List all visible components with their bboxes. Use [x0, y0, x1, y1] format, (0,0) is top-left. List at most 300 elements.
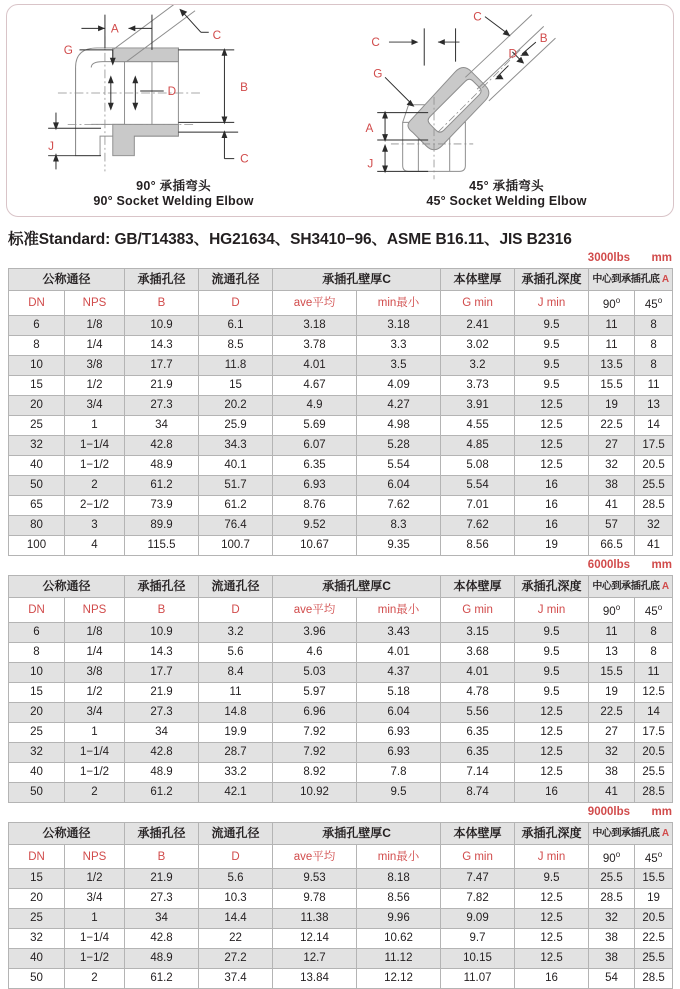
col-group-header-1: 承插孔径: [125, 575, 199, 597]
cell-ave: 3.96: [273, 622, 357, 642]
label-C-90-top: C: [212, 29, 222, 43]
col-group-header-4: 本体壁厚: [441, 575, 515, 597]
cell-gmin: 9.7: [441, 929, 515, 949]
cell-jmin: 12.5: [515, 929, 589, 949]
label-C-45-top: C: [473, 10, 482, 24]
cell-nps: 4: [65, 535, 125, 555]
cell-ave: 6.96: [273, 702, 357, 722]
cell-45: 8: [635, 335, 673, 355]
cell-ave: 4.01: [273, 355, 357, 375]
table-row: [9, 742, 673, 762]
elbow-90-drawing: [7, 5, 340, 181]
cell-jmin: 12.5: [515, 909, 589, 929]
cell-b: 115.5: [125, 535, 199, 555]
cell-ave: 3.18: [273, 315, 357, 335]
spec-table-3000lbs: [8, 268, 673, 556]
cell-min: 9.5: [357, 782, 441, 802]
cell-gmin: 6.35: [441, 722, 515, 742]
cell-dn: 50: [9, 969, 65, 989]
cell-ave: 12.7: [273, 949, 357, 969]
cell-gmin: 4.78: [441, 682, 515, 702]
cell-dn: 25: [9, 909, 65, 929]
cell-ave: 10.67: [273, 535, 357, 555]
cell-d: 19.9: [199, 722, 273, 742]
cell-min: 3.18: [357, 315, 441, 335]
col-group-header-2: 流通孔径: [199, 822, 273, 844]
cell-90: 32: [589, 455, 635, 475]
cell-dn: 40: [9, 455, 65, 475]
table-row: [9, 315, 673, 335]
cell-nps: 1/2: [65, 682, 125, 702]
cell-45: 8: [635, 622, 673, 642]
table-row: [9, 682, 673, 702]
elbow-45-drawing: [340, 5, 673, 181]
cell-90: 11: [589, 315, 635, 335]
cell-b: 48.9: [125, 949, 199, 969]
cell-d: 27.2: [199, 949, 273, 969]
caption-45-chinese: 45° 承插弯头: [469, 178, 544, 193]
col-header-45: 45$^o$: [635, 597, 673, 622]
spec-table-block-3000lbs: [0, 252, 680, 556]
cell-b: 89.9: [125, 515, 199, 535]
table-row: [9, 722, 673, 742]
cell-dn: 20: [9, 889, 65, 909]
cell-45: 25.5: [635, 949, 673, 969]
cell-dn: 20: [9, 702, 65, 722]
col-group-header-5: 承插孔深度: [515, 822, 589, 844]
cell-gmin: 3.15: [441, 622, 515, 642]
cell-min: 9.35: [357, 535, 441, 555]
cell-dn: 50: [9, 475, 65, 495]
cell-b: 27.3: [125, 889, 199, 909]
cell-d: 51.7: [199, 475, 273, 495]
col-group-header-6: 中心到承插孔底 A: [589, 822, 673, 844]
col-group-header-0: 公称通径: [9, 822, 125, 844]
cell-min: 10.62: [357, 929, 441, 949]
cell-b: 48.9: [125, 762, 199, 782]
table-row: [9, 622, 673, 642]
cell-nps: 3/4: [65, 702, 125, 722]
cell-jmin: 16: [515, 475, 589, 495]
cell-gmin: 7.47: [441, 869, 515, 889]
label-B-90: B: [240, 81, 248, 95]
cell-90: 66.5: [589, 535, 635, 555]
col-header-90: 90$^o$: [589, 291, 635, 316]
cell-jmin: 19: [515, 535, 589, 555]
cell-b: 48.9: [125, 455, 199, 475]
cell-gmin: 7.62: [441, 515, 515, 535]
cell-ave: 4.67: [273, 375, 357, 395]
cell-min: 7.8: [357, 762, 441, 782]
cell-jmin: 12.5: [515, 415, 589, 435]
caption-45-elbow: [340, 179, 673, 210]
cell-45: 11: [635, 375, 673, 395]
cell-90: 41: [589, 782, 635, 802]
cell-90: 15.5: [589, 662, 635, 682]
cell-min: 8.56: [357, 889, 441, 909]
cell-45: 14: [635, 415, 673, 435]
label-B-45: B: [539, 32, 548, 46]
cell-ave: 12.14: [273, 929, 357, 949]
cell-90: 54: [589, 969, 635, 989]
cell-gmin: 3.2: [441, 355, 515, 375]
cell-min: 7.62: [357, 495, 441, 515]
table-header-row-symbols: [9, 844, 673, 869]
table-row: [9, 495, 673, 515]
cell-90: 13.5: [589, 355, 635, 375]
table-row: [9, 889, 673, 909]
cell-nps: 1/8: [65, 315, 125, 335]
cell-jmin: 12.5: [515, 722, 589, 742]
label-D-45: D: [508, 47, 517, 61]
cell-ave: 9.53: [273, 869, 357, 889]
cell-gmin: 9.09: [441, 909, 515, 929]
table-row: [9, 415, 673, 435]
cell-gmin: 4.55: [441, 415, 515, 435]
cell-b: 27.3: [125, 702, 199, 722]
col-header-90: 90$^o$: [589, 597, 635, 622]
cell-d: 37.4: [199, 969, 273, 989]
cell-45: 20.5: [635, 455, 673, 475]
col-header-b: B: [125, 291, 199, 316]
cell-d: 11.8: [199, 355, 273, 375]
cell-dn: 15: [9, 869, 65, 889]
table-row: [9, 909, 673, 929]
cell-90: 32: [589, 742, 635, 762]
cell-gmin: 2.41: [441, 315, 515, 335]
cell-nps: 3/4: [65, 395, 125, 415]
spec-table-block-9000lbs: [0, 806, 680, 989]
cell-b: 42.8: [125, 929, 199, 949]
col-header-45: 45$^o$: [635, 291, 673, 316]
cell-nps: 1: [65, 415, 125, 435]
table-row: [9, 969, 673, 989]
cell-dn: 40: [9, 949, 65, 969]
cell-45: 41: [635, 535, 673, 555]
cell-min: 4.37: [357, 662, 441, 682]
cell-gmin: 3.68: [441, 642, 515, 662]
cell-45: 15.5: [635, 869, 673, 889]
cell-d: 5.6: [199, 869, 273, 889]
cell-min: 4.09: [357, 375, 441, 395]
caption-90-english: 90° Socket Welding Elbow: [93, 194, 254, 209]
label-J-90: J: [48, 139, 55, 153]
table-row: [9, 335, 673, 355]
cell-dn: 80: [9, 515, 65, 535]
cell-nps: 1−1/2: [65, 455, 125, 475]
cell-gmin: 7.01: [441, 495, 515, 515]
cell-b: 34: [125, 909, 199, 929]
cell-gmin: 7.82: [441, 889, 515, 909]
table-header-row-chinese: [9, 575, 673, 597]
cell-gmin: 3.73: [441, 375, 515, 395]
cell-d: 10.3: [199, 889, 273, 909]
col-header-jmin: J min: [515, 844, 589, 869]
cell-ave: 5.97: [273, 682, 357, 702]
cell-dn: 6: [9, 315, 65, 335]
cell-nps: 2: [65, 969, 125, 989]
cell-d: 8.4: [199, 662, 273, 682]
table-row: [9, 782, 673, 802]
cell-ave: 13.84: [273, 969, 357, 989]
cell-gmin: 4.85: [441, 435, 515, 455]
cell-45: 20.5: [635, 742, 673, 762]
spec-tables-root: [0, 252, 680, 989]
table-row: [9, 435, 673, 455]
cell-dn: 10: [9, 355, 65, 375]
cell-b: 73.9: [125, 495, 199, 515]
cell-dn: 10: [9, 662, 65, 682]
cell-b: 34: [125, 722, 199, 742]
col-header-gmin: G min: [441, 597, 515, 622]
cell-d: 42.1: [199, 782, 273, 802]
unit-label: mm: [651, 805, 672, 818]
cell-ave: 4.9: [273, 395, 357, 415]
cell-nps: 1−1/2: [65, 949, 125, 969]
spec-table-6000lbs: [8, 575, 673, 803]
cell-90: 25.5: [589, 869, 635, 889]
col-header-dn: DN: [9, 844, 65, 869]
cell-d: 25.9: [199, 415, 273, 435]
table-row: [9, 662, 673, 682]
cell-min: 5.28: [357, 435, 441, 455]
cell-b: 14.3: [125, 335, 199, 355]
cell-jmin: 16: [515, 495, 589, 515]
unit-label: mm: [651, 558, 672, 571]
table-row: [9, 395, 673, 415]
cell-90: 27: [589, 435, 635, 455]
cell-90: 38: [589, 762, 635, 782]
cell-45: 17.5: [635, 435, 673, 455]
standard-line: 标准Standard: GB/T14383、HG21634、SH3410−96、ASME B16.11、JIS B2316: [8, 231, 572, 248]
cell-b: 10.9: [125, 622, 199, 642]
cell-45: 14: [635, 702, 673, 722]
cell-ave: 9.52: [273, 515, 357, 535]
cell-90: 15.5: [589, 375, 635, 395]
cell-b: 61.2: [125, 969, 199, 989]
col-group-header-2: 流通孔径: [199, 269, 273, 291]
cell-dn: 25: [9, 722, 65, 742]
col-header-nps: NPS: [65, 844, 125, 869]
cell-b: 21.9: [125, 375, 199, 395]
caption-45-english: 45° Socket Welding Elbow: [426, 194, 587, 209]
cell-nps: 1/4: [65, 642, 125, 662]
cell-min: 9.96: [357, 909, 441, 929]
cell-ave: 7.92: [273, 742, 357, 762]
cell-d: 6.1: [199, 315, 273, 335]
cell-b: 42.8: [125, 742, 199, 762]
cell-d: 14.8: [199, 702, 273, 722]
pressure-rating-label: 9000lbs: [587, 805, 630, 818]
col-group-header-5: 承插孔深度: [515, 269, 589, 291]
cell-d: 14.4: [199, 909, 273, 929]
spec-table-block-6000lbs: [0, 559, 680, 803]
col-group-header-3: 承插孔壁厚C: [273, 822, 441, 844]
cell-b: 14.3: [125, 642, 199, 662]
cell-d: 11: [199, 682, 273, 702]
cell-d: 22: [199, 929, 273, 949]
cell-gmin: 7.14: [441, 762, 515, 782]
col-header-ave: ave平均: [273, 291, 357, 316]
cell-jmin: 9.5: [515, 662, 589, 682]
cell-dn: 100: [9, 535, 65, 555]
cell-dn: 8: [9, 335, 65, 355]
table-row: [9, 869, 673, 889]
cell-d: 61.2: [199, 495, 273, 515]
cell-d: 3.2: [199, 622, 273, 642]
cell-45: 28.5: [635, 969, 673, 989]
cell-jmin: 16: [515, 969, 589, 989]
cell-gmin: 8.74: [441, 782, 515, 802]
cell-d: 100.7: [199, 535, 273, 555]
cell-min: 3.5: [357, 355, 441, 375]
cell-ave: 8.76: [273, 495, 357, 515]
cell-b: 17.7: [125, 662, 199, 682]
table-row: [9, 949, 673, 969]
cell-min: 4.27: [357, 395, 441, 415]
cell-gmin: 5.54: [441, 475, 515, 495]
cell-jmin: 16: [515, 515, 589, 535]
cell-b: 21.9: [125, 869, 199, 889]
unit-bar-6000lbs: [8, 559, 672, 574]
col-group-header-0: 公称通径: [9, 269, 125, 291]
label-C-90-bottom: C: [240, 152, 249, 166]
cell-d: 28.7: [199, 742, 273, 762]
table-row: [9, 475, 673, 495]
cell-90: 27: [589, 722, 635, 742]
table-header-row-symbols: [9, 597, 673, 622]
col-group-header-3: 承插孔壁厚C: [273, 575, 441, 597]
cell-d: 40.1: [199, 455, 273, 475]
col-header-gmin: G min: [441, 844, 515, 869]
cell-45: 25.5: [635, 762, 673, 782]
col-group-header-3: 承插孔壁厚C: [273, 269, 441, 291]
table-row: [9, 929, 673, 949]
cell-jmin: 9.5: [515, 869, 589, 889]
table-row: [9, 515, 673, 535]
cell-45: 8: [635, 315, 673, 335]
col-group-header-4: 本体壁厚: [441, 269, 515, 291]
pressure-rating-label: 6000lbs: [587, 558, 630, 571]
cell-min: 4.01: [357, 642, 441, 662]
cell-45: 11: [635, 662, 673, 682]
col-header-gmin: G min: [441, 291, 515, 316]
cell-dn: 20: [9, 395, 65, 415]
unit-bar-3000lbs: [8, 252, 672, 267]
cell-jmin: 12.5: [515, 455, 589, 475]
cell-jmin: 12.5: [515, 949, 589, 969]
cell-ave: 7.92: [273, 722, 357, 742]
cell-nps: 1/2: [65, 375, 125, 395]
table-header-row-chinese: [9, 269, 673, 291]
table-header-row-chinese: [9, 822, 673, 844]
table-row: [9, 702, 673, 722]
cell-45: 12.5: [635, 682, 673, 702]
cell-min: 8.3: [357, 515, 441, 535]
table-row: [9, 375, 673, 395]
cell-jmin: 9.5: [515, 335, 589, 355]
spec-table-9000lbs: [8, 822, 673, 989]
cell-90: 11: [589, 622, 635, 642]
col-group-header-4: 本体壁厚: [441, 822, 515, 844]
cell-nps: 1/2: [65, 869, 125, 889]
cell-min: 5.18: [357, 682, 441, 702]
label-G-90: G: [63, 43, 73, 57]
table-header-row-symbols: [9, 291, 673, 316]
label-C-45-left: C: [371, 35, 380, 49]
cell-b: 42.8: [125, 435, 199, 455]
cell-min: 6.04: [357, 702, 441, 722]
cell-dn: 32: [9, 929, 65, 949]
col-group-header-1: 承插孔径: [125, 822, 199, 844]
cell-d: 20.2: [199, 395, 273, 415]
cell-gmin: 10.15: [441, 949, 515, 969]
col-group-header-2: 流通孔径: [199, 575, 273, 597]
label-A-90: A: [110, 22, 119, 36]
cell-min: 3.43: [357, 622, 441, 642]
cell-min: 11.12: [357, 949, 441, 969]
diagram-90-degree-elbow: [7, 5, 340, 216]
col-group-header-6: 中心到承插孔底 A: [589, 269, 673, 291]
cell-gmin: 4.01: [441, 662, 515, 682]
col-header-45: 45$^o$: [635, 844, 673, 869]
cell-nps: 1/8: [65, 622, 125, 642]
table-row: [9, 535, 673, 555]
cell-jmin: 9.5: [515, 375, 589, 395]
col-header-b: B: [125, 844, 199, 869]
label-J-45: J: [367, 157, 374, 171]
table-row: [9, 642, 673, 662]
col-group-header-5: 承插孔深度: [515, 575, 589, 597]
cell-b: 21.9: [125, 682, 199, 702]
cell-min: 12.12: [357, 969, 441, 989]
cell-min: 3.3: [357, 335, 441, 355]
cell-min: 5.54: [357, 455, 441, 475]
cell-nps: 3/8: [65, 355, 125, 375]
col-group-header-0: 公称通径: [9, 575, 125, 597]
label-D-90: D: [167, 84, 177, 98]
cell-90: 19: [589, 395, 635, 415]
cell-45: 20.5: [635, 909, 673, 929]
cell-dn: 6: [9, 622, 65, 642]
cell-d: 15: [199, 375, 273, 395]
cell-jmin: 9.5: [515, 642, 589, 662]
cell-nps: 1: [65, 722, 125, 742]
cell-b: 10.9: [125, 315, 199, 335]
cell-nps: 1−1/4: [65, 929, 125, 949]
col-header-min: min最小: [357, 291, 441, 316]
cell-gmin: 5.08: [441, 455, 515, 475]
cell-45: 28.5: [635, 782, 673, 802]
cell-d: 33.2: [199, 762, 273, 782]
cell-jmin: 12.5: [515, 762, 589, 782]
cell-nps: 3/8: [65, 662, 125, 682]
cell-90: 38: [589, 929, 635, 949]
cell-nps: 1/4: [65, 335, 125, 355]
cell-jmin: 12.5: [515, 395, 589, 415]
cell-nps: 1−1/4: [65, 742, 125, 762]
col-header-min: min最小: [357, 597, 441, 622]
label-A-45: A: [365, 122, 374, 136]
cell-45: 25.5: [635, 475, 673, 495]
caption-90-chinese: 90° 承插弯头: [136, 178, 211, 193]
cell-nps: 2: [65, 782, 125, 802]
cell-jmin: 12.5: [515, 435, 589, 455]
cell-45: 17.5: [635, 722, 673, 742]
cell-dn: 15: [9, 682, 65, 702]
cell-45: 19: [635, 889, 673, 909]
cell-ave: 6.07: [273, 435, 357, 455]
